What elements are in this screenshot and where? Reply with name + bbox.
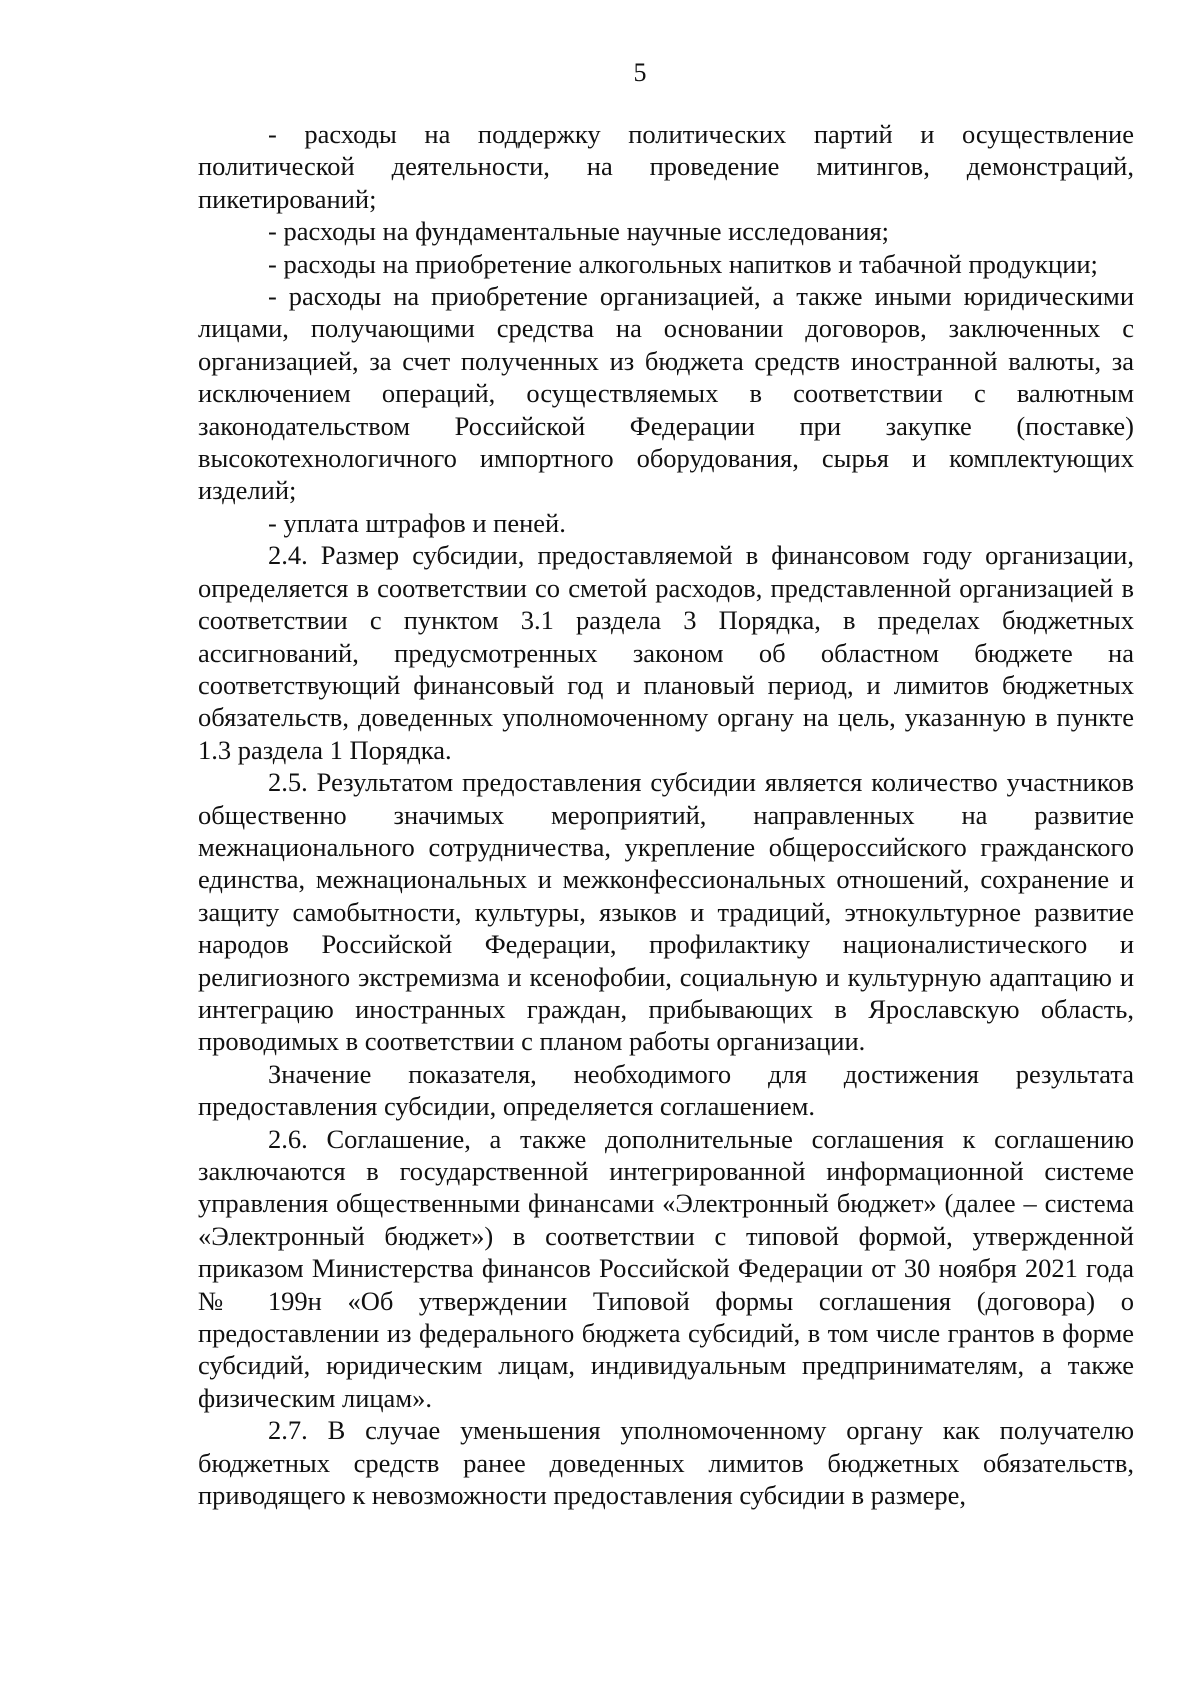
page-number: 5 [633,58,647,87]
paragraph-2-6: 2.6. Соглашение, а также дополнительные соглашения к соглашению заключаются в государственной интегрированной информационной системе управления общественными финансами «Электронный бюджет» (далее – система «Электронный бюджет») в соответствии с типовой формой, утвержденной приказом Министерства финансов Российской Федерации от 30 ноября 2021 года № 199н «Об утверждении Типовой формы соглашения (договора) о предоставлении из федерального бюджета субсидий, в том числе грантов в форме субсидий, юридическим лицам, индивидуальным предпринимателям, а также физическим лицам». [198,1123,1134,1413]
paragraph-foreign-currency-expenses: - расходы на приобретение организацией, а также иными юридическими лицами, получающими средства на основании договоров, заключенных с организацией, за счет полученных из бюджета средств иностранной валюты, за исключением операций, осуществляемых в соответствии с валютным законодательством Российской Федерации при закупке (поставке) высокотехнологичного импортного оборудования, сырья и комплектующих изделий; [198,281,1134,506]
paragraph-fines: - уплата штрафов и пеней. [268,507,566,538]
paragraph-political-expenses: - расходы на поддержку политических партий и осуществление политической деятельности, на проведение митингов, демонстраций, пикетирований; [198,119,1134,214]
document-body [198,118,1134,1511]
paragraph-2-7: 2.7. В случае уменьшения уполномоченному органу как получателю бюджетных средств ранее доведенных лимитов бюджетных обязательств, приводящего к невозможности предоставления субсидии в размере, [198,1415,1134,1511]
paragraph-2-4: 2.4. Размер субсидии, предоставляемой в финансовом году организации, определяется в соответствии со сметой расходов, представленной организацией в соответствии с пунктом 3.1 раздела 3 Порядка, в пределах бюджетных ассигнований, предусмотренных законом об областном бюджете на соответствующий финансовый год и плановый период, и лимитов бюджетных обязательств, доведенных уполномоченному органу на цель, указанную в пункте 1.3 раздела 1 Порядка. [198,540,1134,765]
paragraph-indicator-value: Значение показателя, необходимого для достижения результата предоставления субсидии, определяется соглашением. [198,1058,1134,1122]
paragraph-research-expenses: - расходы на фундаментальные научные исследования; [268,216,890,247]
paragraph-alcohol-tobacco-expenses: - расходы на приобретение алкогольных напитков и табачной продукции; [268,248,1098,279]
paragraph-2-5: 2.5. Результатом предоставления субсидии является количество участников общественно значимых мероприятий, направленных на развитие межнационального сотрудничества, укрепление общероссийского гражданского единства, межнациональных и межконфессиональных отношений, сохранение и защиту самобытности, культуры, языков и традиций, этнокультурное развитие народов Российской Федерации, профилактику националистического и религиозного экстремизма и ксенофобии, социальную и культурную адаптацию и интеграцию иностранных граждан, прибывающих в Ярославскую область, проводимых в соответствии с планом работы организации. [198,767,1134,1057]
